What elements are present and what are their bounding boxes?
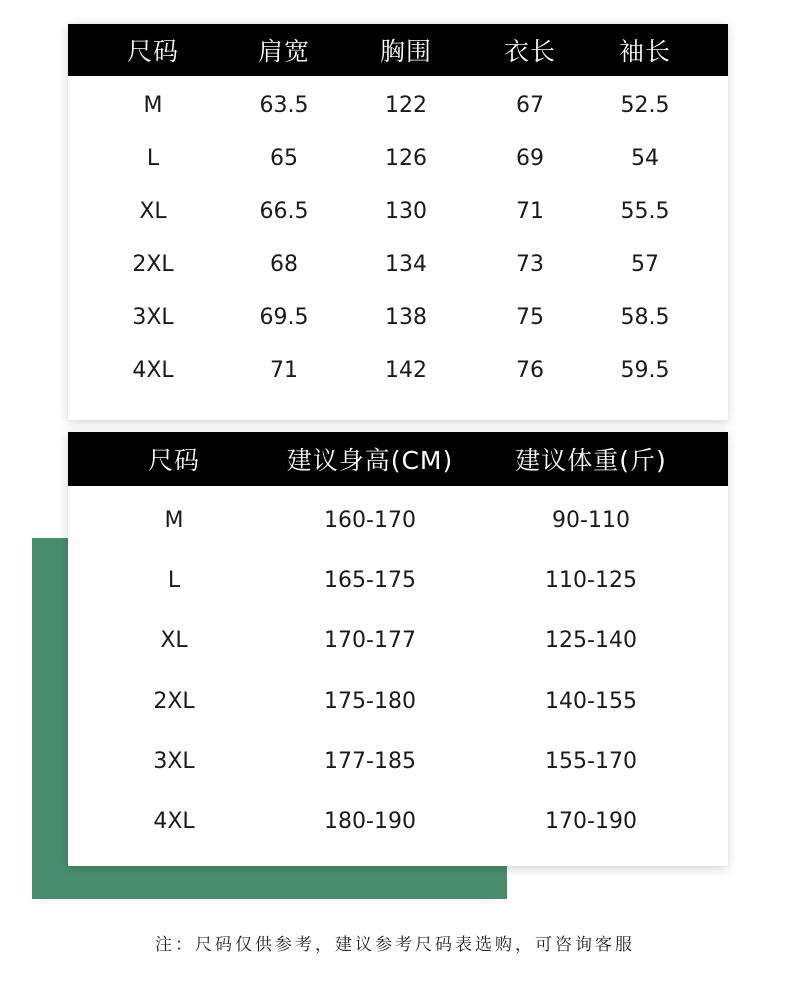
sleeve-cell: 59.5 <box>620 358 670 383</box>
table-row <box>68 490 728 550</box>
table-row <box>68 611 728 671</box>
header-shoulder: 肩宽 <box>257 37 310 66</box>
chest-cell: 138 <box>385 305 427 330</box>
height-cell: 165-175 <box>324 567 416 593</box>
header-height: 建议身高(CM) <box>286 446 454 475</box>
table-row <box>68 185 728 238</box>
size-cell: 2XL <box>153 688 195 714</box>
header-size: 尺码 <box>126 37 179 66</box>
shoulder-cell: 68 <box>270 252 298 277</box>
size-cell: L <box>167 567 181 593</box>
length-cell: 75 <box>516 305 544 330</box>
header-size: 尺码 <box>147 446 200 475</box>
table-row <box>68 671 728 731</box>
table-row <box>68 291 728 344</box>
fit-table-header <box>68 432 728 486</box>
weight-cell: 125-140 <box>545 628 637 654</box>
sleeve-cell: 52.5 <box>620 93 670 118</box>
table-row <box>68 132 728 185</box>
size-cell: 4XL <box>132 358 174 383</box>
size-cell: M <box>143 93 163 118</box>
chest-cell: 130 <box>385 199 427 224</box>
chest-cell: 134 <box>385 252 427 277</box>
size-table <box>68 24 728 420</box>
length-cell: 69 <box>516 146 544 171</box>
header-weight: 建议体重(斤) <box>515 446 667 475</box>
length-cell: 73 <box>516 252 544 277</box>
header-sleeve: 袖长 <box>618 37 671 66</box>
chest-cell: 142 <box>385 358 427 383</box>
fit-table-body <box>68 486 728 852</box>
height-cell: 160-170 <box>324 507 416 533</box>
weight-cell: 170-190 <box>545 809 637 835</box>
height-cell: 177-185 <box>324 748 416 774</box>
table-row <box>68 731 728 791</box>
size-cell: L <box>146 146 160 171</box>
chest-cell: 126 <box>385 146 427 171</box>
length-cell: 76 <box>516 358 544 383</box>
weight-cell: 110-125 <box>545 567 637 593</box>
sleeve-cell: 54 <box>631 146 659 171</box>
size-cell: 3XL <box>153 748 195 774</box>
sleeve-cell: 55.5 <box>620 199 670 224</box>
height-cell: 180-190 <box>324 809 416 835</box>
table-row <box>68 238 728 291</box>
size-cell: XL <box>160 628 188 654</box>
size-cell: 4XL <box>153 809 195 835</box>
shoulder-cell: 69.5 <box>259 305 309 330</box>
size-cell: XL <box>139 199 167 224</box>
sleeve-cell: 57 <box>631 252 659 277</box>
header-chest: 胸围 <box>379 37 432 66</box>
shoulder-cell: 65 <box>270 146 298 171</box>
size-table-body <box>68 76 728 397</box>
height-cell: 170-177 <box>324 628 416 654</box>
weight-cell: 155-170 <box>545 748 637 774</box>
size-table-header <box>68 24 728 76</box>
weight-cell: 90-110 <box>552 507 630 533</box>
sleeve-cell: 58.5 <box>620 305 670 330</box>
shoulder-cell: 71 <box>270 358 298 383</box>
length-cell: 71 <box>516 199 544 224</box>
table-row <box>68 791 728 851</box>
table-row <box>68 550 728 610</box>
length-cell: 67 <box>516 93 544 118</box>
table-row <box>68 344 728 397</box>
shoulder-cell: 63.5 <box>259 93 309 118</box>
height-cell: 175-180 <box>324 688 416 714</box>
size-cell: 3XL <box>132 305 174 330</box>
table-row <box>68 79 728 132</box>
footnote: 注：尺码仅供参考，建议参考尺码表选购，可咨询客服 <box>155 935 635 955</box>
fit-table <box>68 432 728 866</box>
shoulder-cell: 66.5 <box>259 199 309 224</box>
header-length: 衣长 <box>503 37 556 66</box>
chest-cell: 122 <box>385 93 427 118</box>
weight-cell: 140-155 <box>545 688 637 714</box>
size-cell: 2XL <box>132 252 174 277</box>
size-cell: M <box>164 507 184 533</box>
